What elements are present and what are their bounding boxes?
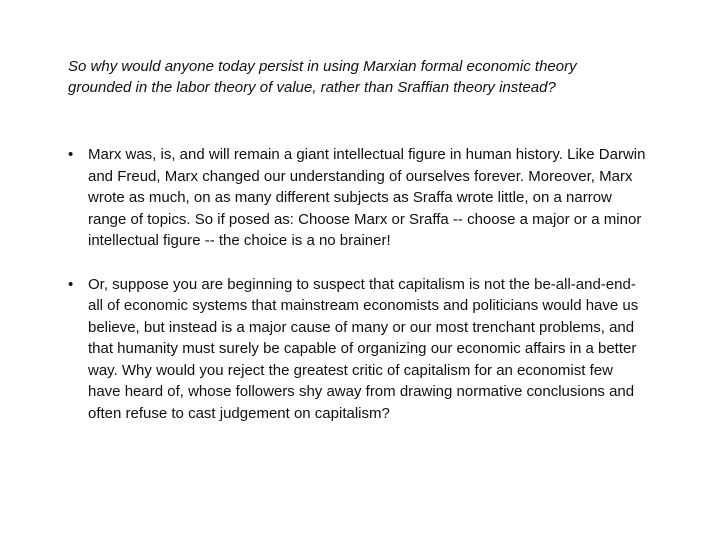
bullet-marker: • [68,146,74,163]
bullet-list [68,144,648,424]
question-heading: So why would anyone today persist in using Marxian formal economic theory grounded in the labor theory of value, rather than Sraffian theory instead? [68,58,577,96]
bullet-text: Marx was, is, and will remain a giant intellectual figure in human history. Like Darwin and Freud, Marx changed our understanding of ourselves forever. Moreover, Marx wrote as much, on as many different subjects as Sraffa wrote little, on a narrow range of topics. So if posed as: Choose Marx or Sraffa -- choose a major or a minor intellectual figure -- the choice is a no brainer! [88,146,646,249]
bullet-text: Or, suppose you are beginning to suspect that capitalism is not the be-all-and-end-all of economic systems that mainstream economists and politicians would have us believe, but instead is a major cause of many or our most trenchant problems, and that humanity must surely be capable of organizing our economic affairs in a better way. Why would you reject the greatest critic of capitalism for an economist few have heard of, whose followers shy away from drawing normative conclusions and often refuse to cast judgement on capitalism? [88,275,639,422]
bullet-item-marx-giant [68,144,648,252]
bullet-item-capitalism-critic [68,274,648,425]
bullet-marker: • [68,275,74,293]
